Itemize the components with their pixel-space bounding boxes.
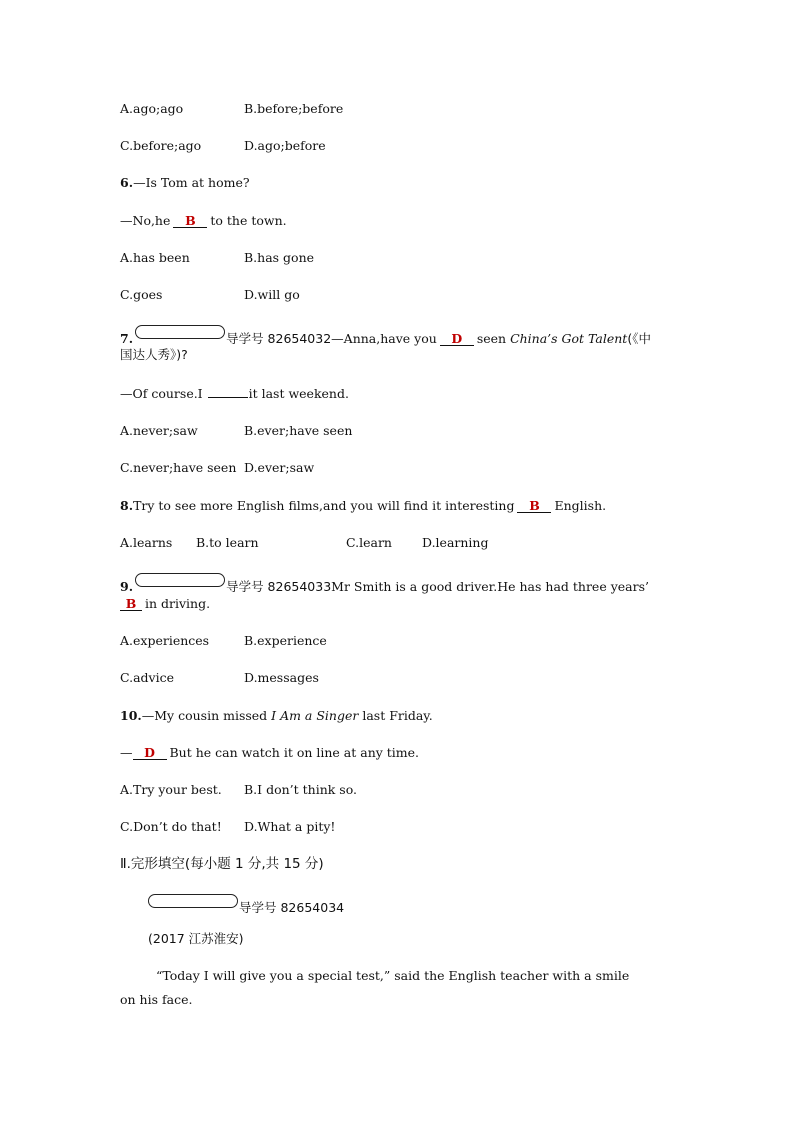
q9-options-row1: [120, 633, 327, 649]
q8-question: [120, 498, 606, 514]
q10-options-row2: [120, 819, 336, 835]
guide-number: 导学号 82654032: [226, 331, 332, 346]
q10-question: [120, 708, 433, 724]
answer-blank: B: [120, 597, 142, 611]
passage-line-2: on his face.: [120, 992, 193, 1007]
reply-suffix: it last weekend.: [248, 386, 349, 401]
reply-text: —Of course.I: [120, 386, 203, 401]
question-number: 6.: [120, 175, 134, 190]
option-d: D.messages: [244, 670, 319, 685]
passage-line-1: “Today I will give you a special test,” said the English teacher with a smile: [156, 968, 630, 983]
option-b: B.before;before: [244, 101, 344, 116]
question-number: 9.: [120, 579, 134, 594]
empty-blank: [208, 397, 248, 398]
q9-question-line2: [120, 596, 210, 612]
q9-options-row2: [120, 670, 319, 686]
q6-reply: [120, 213, 287, 229]
question-mid: seen: [476, 331, 507, 346]
question-suffix: in driving.: [145, 596, 211, 611]
guide-number-box: [135, 573, 225, 587]
option-d: D.ago;before: [244, 138, 326, 153]
q8-options: [120, 535, 489, 551]
q9-question: [120, 573, 649, 595]
answer-blank: D: [440, 332, 474, 346]
guide-number: 导学号 82654033: [226, 579, 332, 594]
q6-options-row1: [120, 250, 315, 266]
answer-blank: D: [133, 746, 167, 760]
reply-suffix: to the town.: [210, 213, 287, 228]
question-suffix: last Friday.: [362, 708, 433, 723]
question-text: —Is Tom at home?: [133, 175, 250, 190]
show-title-cn: (《中: [627, 331, 651, 346]
option-b: B.experience: [244, 633, 327, 648]
passage-source: (2017 江苏淮安): [148, 931, 244, 946]
option-d: D.learning: [422, 535, 489, 550]
q7-question: [120, 325, 651, 347]
q5-options-row2: [120, 138, 326, 154]
question-suffix: English.: [554, 498, 607, 513]
question-number: 7.: [120, 331, 134, 346]
option-a: A.never;saw: [120, 423, 198, 438]
option-b: B.I don’t think so.: [244, 782, 357, 797]
guide-number: 导学号 82654034: [239, 900, 345, 915]
section-guide: [148, 894, 344, 916]
reply-suffix: But he can watch it on line at any time.: [169, 745, 420, 760]
option-c: C.goes: [120, 287, 163, 302]
option-d: D.ever;saw: [244, 460, 315, 475]
option-c: C.before;ago: [120, 138, 202, 153]
q6-options-row2: [120, 287, 300, 303]
q6-question: [120, 175, 250, 191]
q7-options-row1: [120, 423, 353, 439]
q10-reply: [120, 745, 419, 761]
q7-question-line2: 国达人秀》)?: [120, 347, 188, 362]
question-text: —Anna,have you: [331, 331, 437, 346]
option-a: A.has been: [120, 250, 190, 265]
question-text: Mr Smith is a good driver.He has had three years’: [331, 579, 649, 594]
q7-options-row2: [120, 460, 315, 476]
option-a: A.ago;ago: [120, 101, 184, 116]
section-heading: Ⅱ.完形填空(每小题 1 分,共 15 分): [120, 856, 324, 872]
show-title: I Am a Singer: [271, 708, 359, 723]
option-c: C.never;have seen: [120, 460, 237, 475]
option-a: A.learns: [120, 535, 173, 550]
guide-number-box: [135, 325, 225, 339]
question-number: 8.: [120, 498, 134, 513]
question-text: Try to see more English films,and you will find it interesting: [133, 498, 515, 513]
show-title: China’s Got Talent: [510, 331, 628, 346]
option-a: A.experiences: [120, 633, 210, 648]
option-c: C.advice: [120, 670, 175, 685]
option-d: D.will go: [244, 287, 300, 302]
q10-options-row1: [120, 782, 357, 798]
option-d: D.What a pity!: [244, 819, 336, 834]
question-text: —My cousin missed: [141, 708, 268, 723]
reply-dash: —: [120, 745, 133, 760]
question-number: 10.: [120, 708, 142, 723]
answer-blank: B: [517, 499, 551, 513]
reply-text: —No,he: [120, 213, 171, 228]
option-c: C.learn: [346, 535, 392, 550]
option-a: A.Try your best.: [120, 782, 222, 797]
q7-reply: [120, 386, 349, 402]
guide-number-box: [148, 894, 238, 908]
q5-options-row1: [120, 101, 344, 117]
option-b: B.to learn: [196, 535, 259, 550]
answer-blank: B: [173, 214, 207, 228]
option-b: B.has gone: [244, 250, 315, 265]
option-b: B.ever;have seen: [244, 423, 353, 438]
option-c: C.Don’t do that!: [120, 819, 222, 834]
